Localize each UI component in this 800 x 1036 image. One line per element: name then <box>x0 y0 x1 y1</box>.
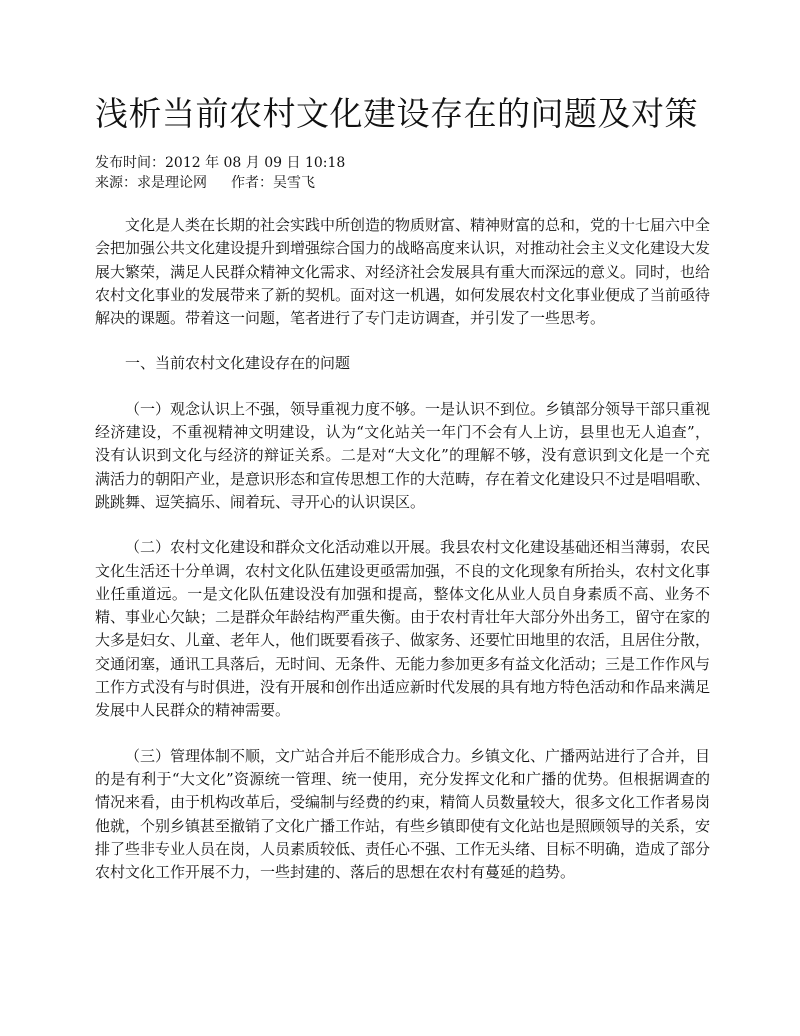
source-author-line <box>95 173 345 193</box>
body-paragraph: （一）观念认识上不强，领导重视力度不够。一是认识不到位。乡镇部分领导干部只重视经济建设，不重视精神文明建设，认为“文化站关一年门不会有人上访，县里也无人追查”，没有认识到文化与经济的辩证关系。二是对“大文化”的理解不够，没有意识到文化是一个充满活力的朝阳产业，是意识形态和宣传思想工作的大范畴，存在着文化建设只不过是唱唱歌、跳跳舞、逗笑搞乐、闹着玩、寻开心的认识误区。 <box>95 399 711 511</box>
article-body <box>95 214 710 906</box>
article-source: 来源：求是理论网 <box>95 175 207 191</box>
article-meta <box>95 153 345 193</box>
article-title: 浅析当前农村文化建设存在的问题及对策 <box>95 94 698 133</box>
body-paragraph: （二）农村文化建设和群众文化活动难以开展。我县农村文化建设基础还相当薄弱，农民文化生活还十分单调，农村文化队伍建设更亟需加强，不良的文化现象有所抬头，农村文化事业任重道远。一是文化队伍建设没有加强和提高，整体文化从业人员自身素质不高、业务不精、事业心欠缺；二是群众年龄结构严重失衡。由于农村青壮年大部分外出务工，留守在家的大多是妇女、儿童、老年人，他们既要看孩子、做家务、还要忙田地里的农活，且居住分散，交通闭塞，通讯工具落后，无时间、无条件、无能力参加更多有益文化活动；三是工作作风与工作方式没有与时俱进，没有开展和创作出适应新时代发展的具有地方特色活动和作品来满足发展中人民群众的精神需要。 <box>95 538 711 720</box>
article-author: 作者：吴雪飞 <box>231 175 315 191</box>
publish-time: 发布时间：2012 年 08 月 09 日 10:18 <box>95 155 346 171</box>
body-paragraph: （三）管理体制不顺，文广站合并后不能形成合力。乡镇文化、广播两站进行了合并，目的是有利于“大文化”资源统一管理、统一使用，充分发挥文化和广播的优势。但根据调查的情况来看，由于机构改革后，受编制与经费的约束，精简人员数量较大，很多文化工作者易岗他就，个别乡镇甚至撤销了文化广播工作站，有些乡镇即使有文化站也是照顾领导的关系，安排了些非专业人员在岗，人员素质较低、责任心不强、工作无头绪、目标不明确，造成了部分农村文化工作开展不力，一些封建的、落后的思想在农村有蔓延的趋势。 <box>95 746 711 882</box>
intro-paragraph: 文化是人类在长期的社会实践中所创造的物质财富、精神财富的总和，党的十七届六中全会把加强公共文化建设提升到增强综合国力的战略高度来认识，对推动社会主义文化建设大发展大繁荣，满足人民群众精神文化需求、对经济社会发展具有重大而深远的意义。同时，也给农村文化事业的发展带来了新的契机。面对这一机遇，如何发展农村文化事业便成了当前亟待解决的课题。带着这一问题，笔者进行了专门走访调查，并引发了一些思考。 <box>95 216 711 328</box>
section-heading: 一、当前农村文化建设存在的问题 <box>125 354 351 373</box>
